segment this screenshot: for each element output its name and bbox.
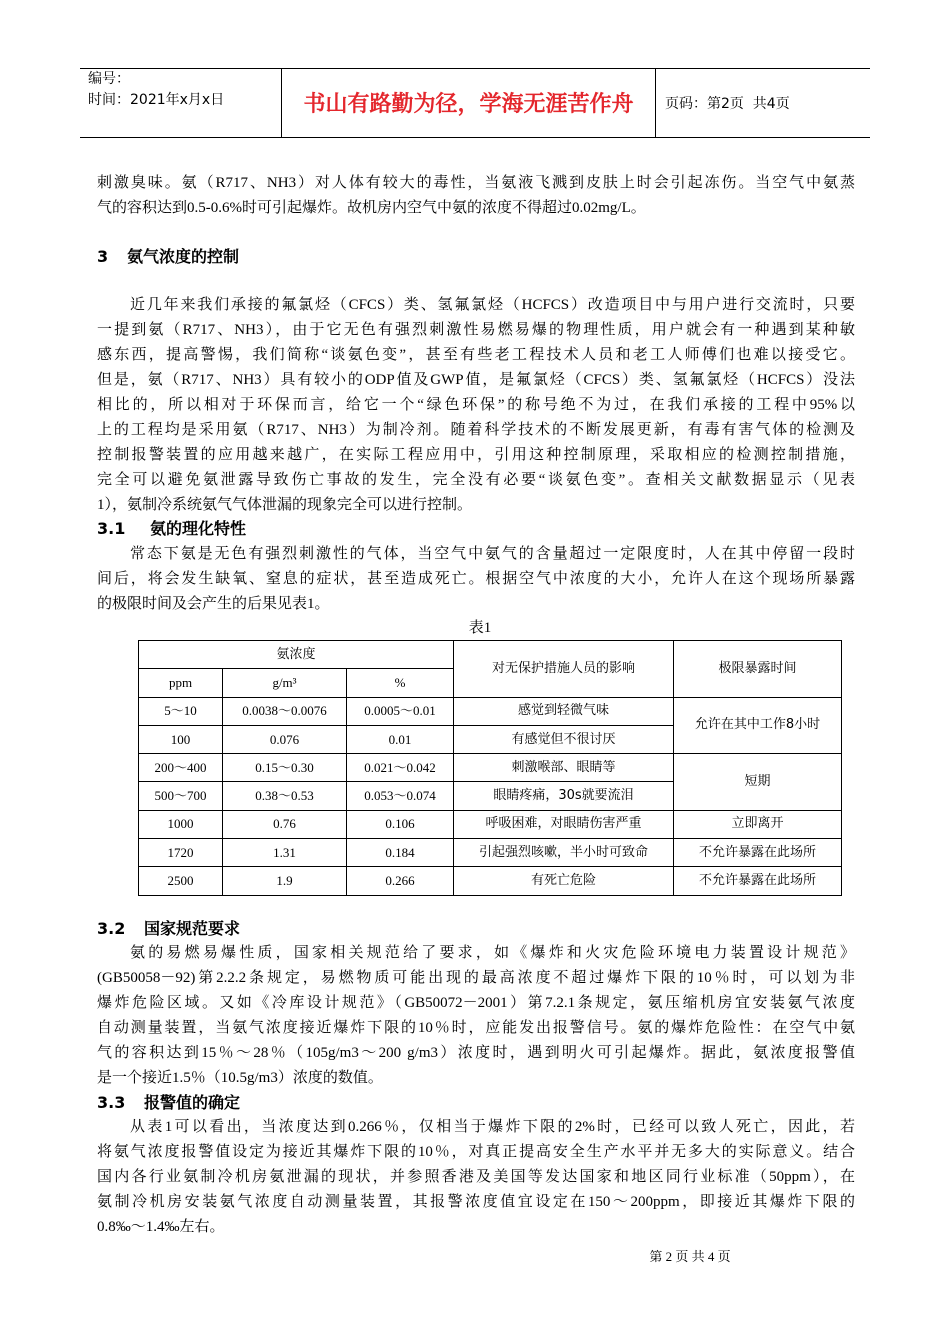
table-cell-gm3: 0.076 <box>223 725 347 753</box>
text-line: (GB50058－92)第2.2.2条规定，易燃物质可能出现的最高浓度不超过爆炸下限的10％时，可以划为非 <box>97 970 855 986</box>
text-line: 常态下氨是无色有强烈刺激性的气体，当空气中氨气的含量超过一定限度时，人在其中停留一段时 <box>130 546 855 562</box>
section-title: 氨的理化特性 <box>150 519 247 538</box>
text-line: 将氨气浓度报警值设定为接近其爆炸下限的10％，对真正提高安全生产水平并无多大的实际意义。结合 <box>97 1144 855 1160</box>
table-row <box>139 810 842 838</box>
table-cell-percent: 0.0005～0.01 <box>347 697 454 725</box>
table-row <box>139 697 842 725</box>
table-cell-effect: 有感觉但不很讨厌 <box>454 725 674 753</box>
intro-paragraph <box>97 171 855 221</box>
table-row <box>139 867 842 895</box>
table-cell-ppm: 1000 <box>139 810 223 838</box>
header-cell-effect: 对无保护措施人员的影响 <box>454 641 674 698</box>
section-3-3-paragraph <box>97 1115 855 1240</box>
table-cell-gm3: 0.0038～0.0076 <box>223 697 347 725</box>
text-line: 完全可以避免氨泄露导致伤亡事故的发生，完全没有必要“谈氨色变”。查相关文献数据显示（见表 <box>97 472 855 488</box>
text-line: 国内各行业氨制冷机房氨泄漏的现状，并参照香港及美国等发达国家和地区同行业标准（50ppm），在 <box>97 1169 855 1185</box>
text-line: 的极限时间及会产生的后果见表1。 <box>97 596 330 612</box>
text-line: 从表1可以看出，当浓度达到0.266％，仅相当于爆炸下限的2%时，已经可以致人死亡，因此，若 <box>130 1119 855 1135</box>
header-cell-concentration: 氨浓度 <box>139 641 454 669</box>
text-line: 但是，氨（R717、NH3）具有较小的ODP值及GWP值，是氟氯烃（CFCS）类、氢氟氯烃（HCFCS）没法 <box>97 372 855 388</box>
table-cell-gm3: 0.38～0.53 <box>223 782 347 810</box>
table-cell-ppm: 500～700 <box>139 782 223 810</box>
text-line: 近几年来我们承接的氟氯烃（CFCS）类、氢氟氯烃（HCFCS）改造项目中与用户进行交流时，只要 <box>130 297 855 313</box>
table-cell-gm3: 1.9 <box>223 867 347 895</box>
table-cell-effect: 有死亡危险 <box>454 867 674 895</box>
section-heading <box>97 916 497 941</box>
table-cell-effect: 引起强烈咳嗽，半小时可致命 <box>454 839 674 867</box>
table-cell-limit: 立即离开 <box>674 810 842 838</box>
section-title: 国家规范要求 <box>144 919 241 938</box>
header-motto: 书山有路勤为径，学海无涯苦作舟 <box>303 92 634 117</box>
table-cell-effect: 刺激喉部、眼睛等 <box>454 754 674 782</box>
text-line: 0.8‰～1.4‰左右。 <box>97 1219 225 1235</box>
header-divider-right <box>655 68 656 137</box>
section-heading <box>97 516 497 541</box>
section-heading <box>97 244 497 269</box>
text-line: 控制报警装置的应用越来越广，在实际工程应用中，引用这种控制原理，采取相应的检测控制措施， <box>97 447 855 463</box>
text-line: 氨制冷机房安装氨气浓度自动测量装置，其报警浓度值宜设定在150～200ppm，即接近其爆炸下限的 <box>97 1194 855 1210</box>
text-line: 间后，将会发生缺氧、窒息的症状，甚至造成死亡。根据空气中浓度的大小，允许人在这个现场所暴露 <box>97 571 855 587</box>
text-line: 刺激臭味。氨（R717、NH3）对人体有较大的毒性，当氨液飞溅到皮肤上时会引起冻伤。当空气中氨蒸 <box>97 175 855 191</box>
table-cell-limit: 不允许暴露在此场所 <box>674 867 842 895</box>
header-cell-ppm: ppm <box>139 669 223 697</box>
table-cell-percent: 0.106 <box>347 810 454 838</box>
text-line: 上的工程均是采用氨（R717、NH3）为制冷剂。随着科学技术的不断发展更新，有毒有害气体的检测及 <box>97 422 855 438</box>
footer-page-number: 第 2 页 共 4 页 <box>649 1249 731 1264</box>
text-line: 气的容积达到0.5-0.6%时可引起爆炸。故机房内空气中氨的浓度不得超过0.02mg/L。 <box>97 200 646 216</box>
table-cell-percent: 0.184 <box>347 839 454 867</box>
section-title: 报警值的确定 <box>144 1093 241 1112</box>
table-row <box>139 754 842 782</box>
table-header-row <box>139 641 842 669</box>
header-cell-percent: % <box>347 669 454 697</box>
table-cell-effect: 感觉到轻微气味 <box>454 697 674 725</box>
section-number: 3 <box>97 247 109 266</box>
header-page-info: 页码：第2页 共4页 <box>665 96 790 112</box>
table-cell-percent: 0.266 <box>347 867 454 895</box>
table-row <box>139 839 842 867</box>
table-cell-ppm: 100 <box>139 725 223 753</box>
table-cell-ppm: 1720 <box>139 839 223 867</box>
section-title: 氨气浓度的控制 <box>127 247 240 266</box>
section-heading <box>97 1090 497 1115</box>
section-number: 3.2 <box>97 919 126 938</box>
table-cell-gm3: 0.76 <box>223 810 347 838</box>
section-3-paragraph <box>97 293 855 518</box>
header-cell-limit-time: 极限暴露时间 <box>674 641 842 698</box>
header-cell-gm3: g/m³ <box>223 669 347 697</box>
header-date: 时间：2021年x月x日 <box>88 92 225 108</box>
table-cell-limit: 短期 <box>674 754 842 811</box>
table-cell-ppm: 5～10 <box>139 697 223 725</box>
header-number-label: 编号： <box>88 71 130 87</box>
text-line: 自动测量装置，当氨气浓度接近爆炸下限的10％时，应能发出报警信号。氨的爆炸危险性：在空气中氨 <box>97 1020 855 1036</box>
table-cell-percent: 0.053～0.074 <box>347 782 454 810</box>
table-cell-gm3: 0.15～0.30 <box>223 754 347 782</box>
table-cell-percent: 0.01 <box>347 725 454 753</box>
table-cell-ppm: 2500 <box>139 867 223 895</box>
table-cell-effect: 眼睛疼痛，30s就要流泪 <box>454 782 674 810</box>
text-line: 相比的，所以相对于环保而言，给它一个“绿色环保”的称号绝不为过，在我们承接的工程中95%以 <box>97 397 855 413</box>
text-line: 气的容积达到15％～28％（105g/m3～200 g/m3）浓度时，遇到明火可引起爆炸。据此，氨浓度报警值 <box>97 1045 855 1061</box>
section-number: 3.1 <box>97 519 126 538</box>
text-line: 一提到氨（R717、NH3），由于它无色有强烈刺激性易燃易爆的物理性质，用户就会有一种遇到某种敏 <box>97 322 855 338</box>
table-cell-limit: 不允许暴露在此场所 <box>674 839 842 867</box>
table-cell-ppm: 200～400 <box>139 754 223 782</box>
section-3-2-paragraph <box>97 941 855 1091</box>
table-cell-gm3: 1.31 <box>223 839 347 867</box>
section-3-1-paragraph <box>97 542 855 617</box>
section-number: 3.3 <box>97 1093 126 1112</box>
text-line: 爆炸危险区域。又如《冷库设计规范》（GB50072－2001）第7.2.1条规定，氨压缩机房宜安装氨气浓度 <box>97 995 855 1011</box>
table-cell-percent: 0.021～0.042 <box>347 754 454 782</box>
text-line: 1），氨制冷系统氨气气体泄漏的现象完全可以进行控制。 <box>97 497 473 513</box>
text-line: 氨的易燃易爆性质，国家相关规范给了要求，如《爆炸和火灾危险环境电力装置设计规范》 <box>130 945 855 961</box>
ammonia-concentration-table <box>138 640 842 896</box>
table-cell-limit: 允许在其中工作8小时 <box>674 697 842 754</box>
text-line: 感东西，提高警惕，我们简称“谈氨色变”，甚至有些老工程技术人员和老工人师傅们也难以接受它。 <box>97 347 855 363</box>
table-caption: 表1 <box>468 620 492 636</box>
text-line: 是一个接近1.5％（10.5g/m3）浓度的数值。 <box>97 1070 383 1086</box>
table-cell-effect: 呼吸困难，对眼睛伤害严重 <box>454 810 674 838</box>
